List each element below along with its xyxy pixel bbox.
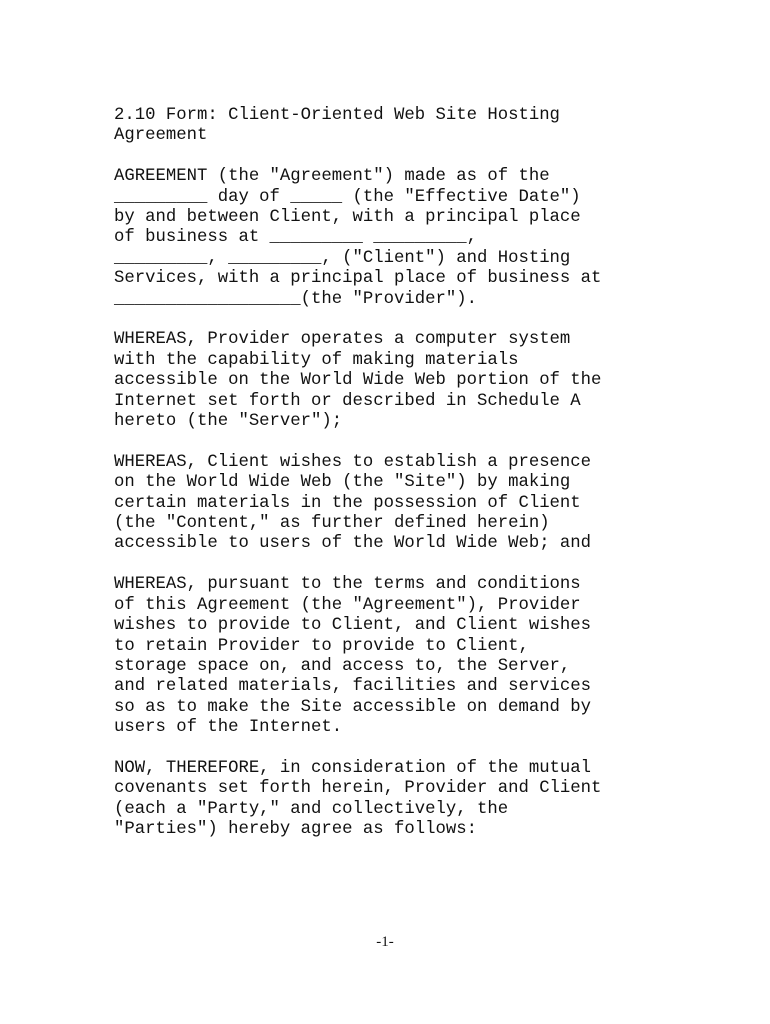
page-number: -1- [376, 934, 394, 950]
whereas-server-paragraph: WHEREAS, Provider operates a computer system with the capability of making materials accessible on the World Wide Web portion of the Internet set forth or described in Schedule A hereto (the "Server"); [114, 330, 602, 432]
document-body [114, 106, 674, 861]
whereas-site-paragraph: WHEREAS, Client wishes to establish a presence on the World Wide Web (the "Site") by making certain materials in the possession of Client (the "Content," as further defined herein) accessible to users of the World Wide Web; and [114, 452, 592, 554]
whereas-terms-paragraph: WHEREAS, pursuant to the terms and conditions of this Agreement (the "Agreement"), Provider wishes to provide to Client, and Client wishes to retain Provider to provide to Client, storage space on, and access to, the Server, and related materials, facilities and services so as to make the Site accessible on demand by users of the Internet. [114, 575, 592, 738]
agreement-intro-paragraph: AGREEMENT (the "Agreement") made as of the _________ day of _____ (the "Effective Date") by and between Client, with a principal place of business at _________ _________, _________, _________, ("Client") and Hosting Services, with a principal place of business at __________________(the "Provider"). [114, 167, 602, 309]
document-title: 2.10 Form: Client-Oriented Web Site Hosting Agreement [114, 106, 560, 146]
now-therefore-paragraph: NOW, THEREFORE, in consideration of the mutual covenants set forth herein, Provider and Client (each a "Party," and collectively, the "Parties") hereby agree as follows: [114, 758, 602, 840]
